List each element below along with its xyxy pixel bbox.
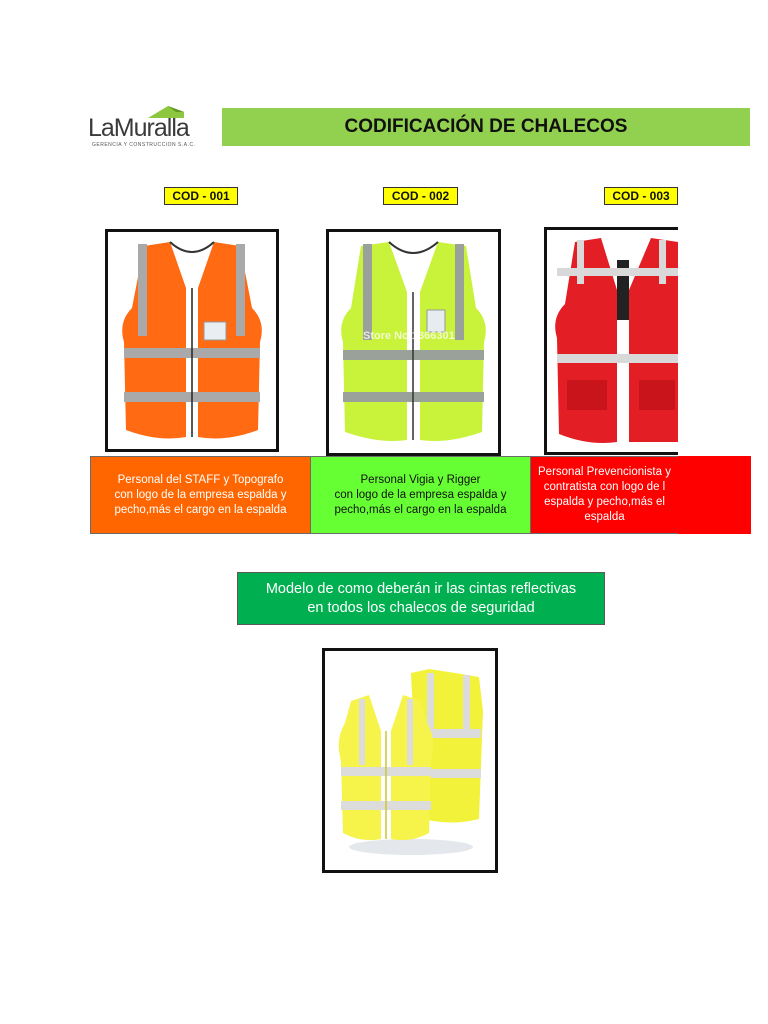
model-note-box xyxy=(237,572,605,625)
red-vest-icon xyxy=(547,230,678,452)
title-bar xyxy=(222,108,750,146)
lime-vest-icon xyxy=(329,232,498,453)
logo-text: LaMuralla xyxy=(88,114,189,142)
vest-image-003 xyxy=(544,227,678,455)
image-watermark: Store No.1366301 xyxy=(363,330,455,342)
description-003-line1: Personal Prevencionista y xyxy=(538,466,671,478)
model-note-line2: en todos los chalecos de seguridad xyxy=(307,599,535,616)
description-cell-002 xyxy=(310,456,531,534)
orange-vest-icon xyxy=(108,232,276,449)
description-cell-003-overflow xyxy=(678,456,751,534)
vest-image-001 xyxy=(105,229,279,452)
vest-image-002 xyxy=(326,229,501,456)
description-cell-003 xyxy=(530,456,678,534)
description-002-line3: pecho,más el cargo en la espalda xyxy=(334,503,507,516)
code-badge-003: COD - 003 xyxy=(604,187,678,205)
page-title: CODIFICACIÓN DE CHALECOS xyxy=(344,116,628,137)
model-note-line1: Modelo de como deberán ir las cintas reflectivas xyxy=(265,580,577,597)
description-003-line2: contratista con logo de l xyxy=(543,481,666,493)
description-003-line3: espalda y pecho,más el xyxy=(544,496,665,508)
description-002-line2: con logo de la empresa espalda y xyxy=(334,488,507,501)
model-vest-image xyxy=(322,648,498,873)
description-003-line4: espalda xyxy=(584,511,625,523)
logo-subtext: GERENCIA Y CONSTRUCCION S.A.C. xyxy=(92,142,196,148)
company-logo xyxy=(88,104,218,152)
description-001-line3: pecho,más el cargo en la espalda xyxy=(114,503,287,516)
description-002-line1: Personal Vigia y Rigger xyxy=(360,473,481,486)
description-001-line2: con logo de la empresa espalda y xyxy=(114,488,287,501)
code-badge-001: COD - 001 xyxy=(164,187,238,205)
code-badge-002: COD - 002 xyxy=(383,187,458,205)
description-001-line1: Personal del STAFF y Topografo xyxy=(117,473,284,486)
description-cell-001 xyxy=(90,456,311,534)
yellow-vests-icon xyxy=(325,651,495,870)
